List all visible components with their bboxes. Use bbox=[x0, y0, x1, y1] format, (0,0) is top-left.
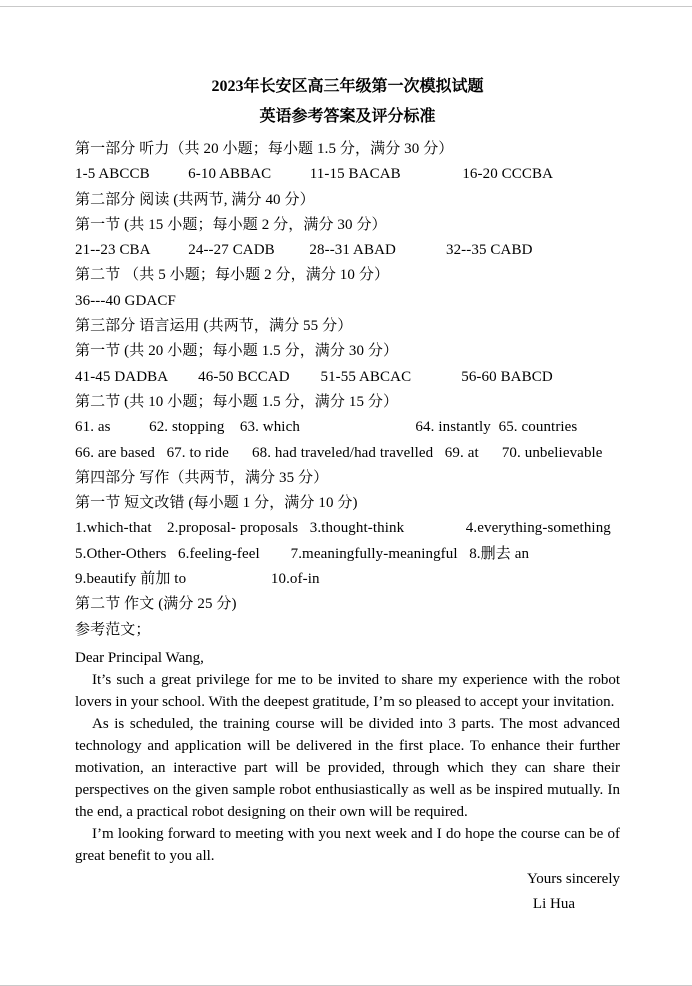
answer-line: 21--23 CBA 24--27 CADB 28--31 ABAD 32--35 CABD bbox=[75, 242, 533, 259]
section-heading-part3: 第三部分 语言运用 (共两节，满分 55 分） bbox=[75, 318, 353, 335]
essay-signoff: Yours sincerely bbox=[526, 870, 620, 887]
subsection-heading: 第一节 短文改错 (每小题 1 分，满分 10 分) bbox=[75, 495, 358, 512]
answer-line: 36---40 GDACF bbox=[75, 292, 176, 309]
answer-line: 1-5 ABCCB 6-10 ABBAC 11-15 BACAB 16-20 CCCBA bbox=[75, 166, 554, 183]
answer-line: 41-45 DADBA 46-50 BCCAD 51-55 ABCAC 56-60 BABCD bbox=[75, 368, 553, 385]
doc-title-line1: 2023年长安区高三年级第一次模拟试题 bbox=[211, 78, 484, 95]
essay-paragraph-2: As is scheduled, the training course will be divided into 3 parts. The most advanced technology and application will be delivered in the first place. To enhance their further motivation, an interactive part will be provided, through which they can share their perspectives on the given sample robot enthusiastically as well as be inspired mutually. In the end, a practical robot designing on their own will be required. bbox=[75, 715, 620, 820]
subsection-heading: 第二节 （共 5 小题；每小题 2 分，满分 10 分） bbox=[75, 267, 390, 284]
subsection-heading: 第一节 (共 15 小题；每小题 2 分，满分 30 分） bbox=[75, 216, 387, 233]
answer-line: 66. are based 67. to ride 68. had traveled/had travelled 69. at 70. unbelievable bbox=[75, 444, 603, 461]
model-essay-section bbox=[75, 647, 620, 917]
section-heading-part4: 第四部分 写作（共两节，满分 35 分） bbox=[75, 469, 329, 486]
document-page bbox=[0, 7, 692, 917]
essay-signature: Li Hua bbox=[532, 895, 575, 912]
answer-key-section bbox=[75, 137, 620, 643]
subsection-heading: 第二节 作文 (满分 25 分) bbox=[75, 596, 237, 613]
essay-paragraph-1: It’s such a great privilege for me to be invited to share my experience with the robot lovers in your school. With the deepest gratitude, I’m so pleased to accept your invitation. bbox=[75, 671, 620, 710]
answer-line: 9.beautify 前加 to 10.of-in bbox=[75, 571, 320, 588]
essay-paragraph-3: I’m looking forward to meeting with you next week and I do hope the course can be of great benefit to you all. bbox=[75, 825, 620, 864]
answer-line: 1.which-that 2.proposal- proposals 3.thought-think 4.everything-something bbox=[75, 520, 611, 537]
subsection-heading: 第一节 (共 20 小题；每小题 1.5 分，满分 30 分） bbox=[75, 343, 399, 360]
answer-line: 5.Other-Others 6.feeling-feel 7.meaningfully-meaningful 8.删去 an bbox=[75, 545, 530, 562]
subsection-heading: 第二节 (共 10 小题；每小题 1.5 分，满分 15 分） bbox=[75, 393, 399, 410]
doc-title-line2: 英语参考答案及评分标准 bbox=[259, 108, 436, 125]
essay-salutation: Dear Principal Wang, bbox=[75, 649, 204, 666]
section-heading-part2: 第二部分 阅读 (共两节, 满分 40 分） bbox=[75, 191, 315, 208]
model-essay-label: 参考范文； bbox=[75, 621, 151, 638]
document-sheet bbox=[0, 6, 692, 986]
answer-line: 61. as 62. stopping 63. which 64. instantly 65. countries bbox=[75, 419, 578, 436]
section-heading-part1: 第一部分 听力（共 20 小题；每小题 1.5 分，满分 30 分） bbox=[75, 141, 454, 157]
